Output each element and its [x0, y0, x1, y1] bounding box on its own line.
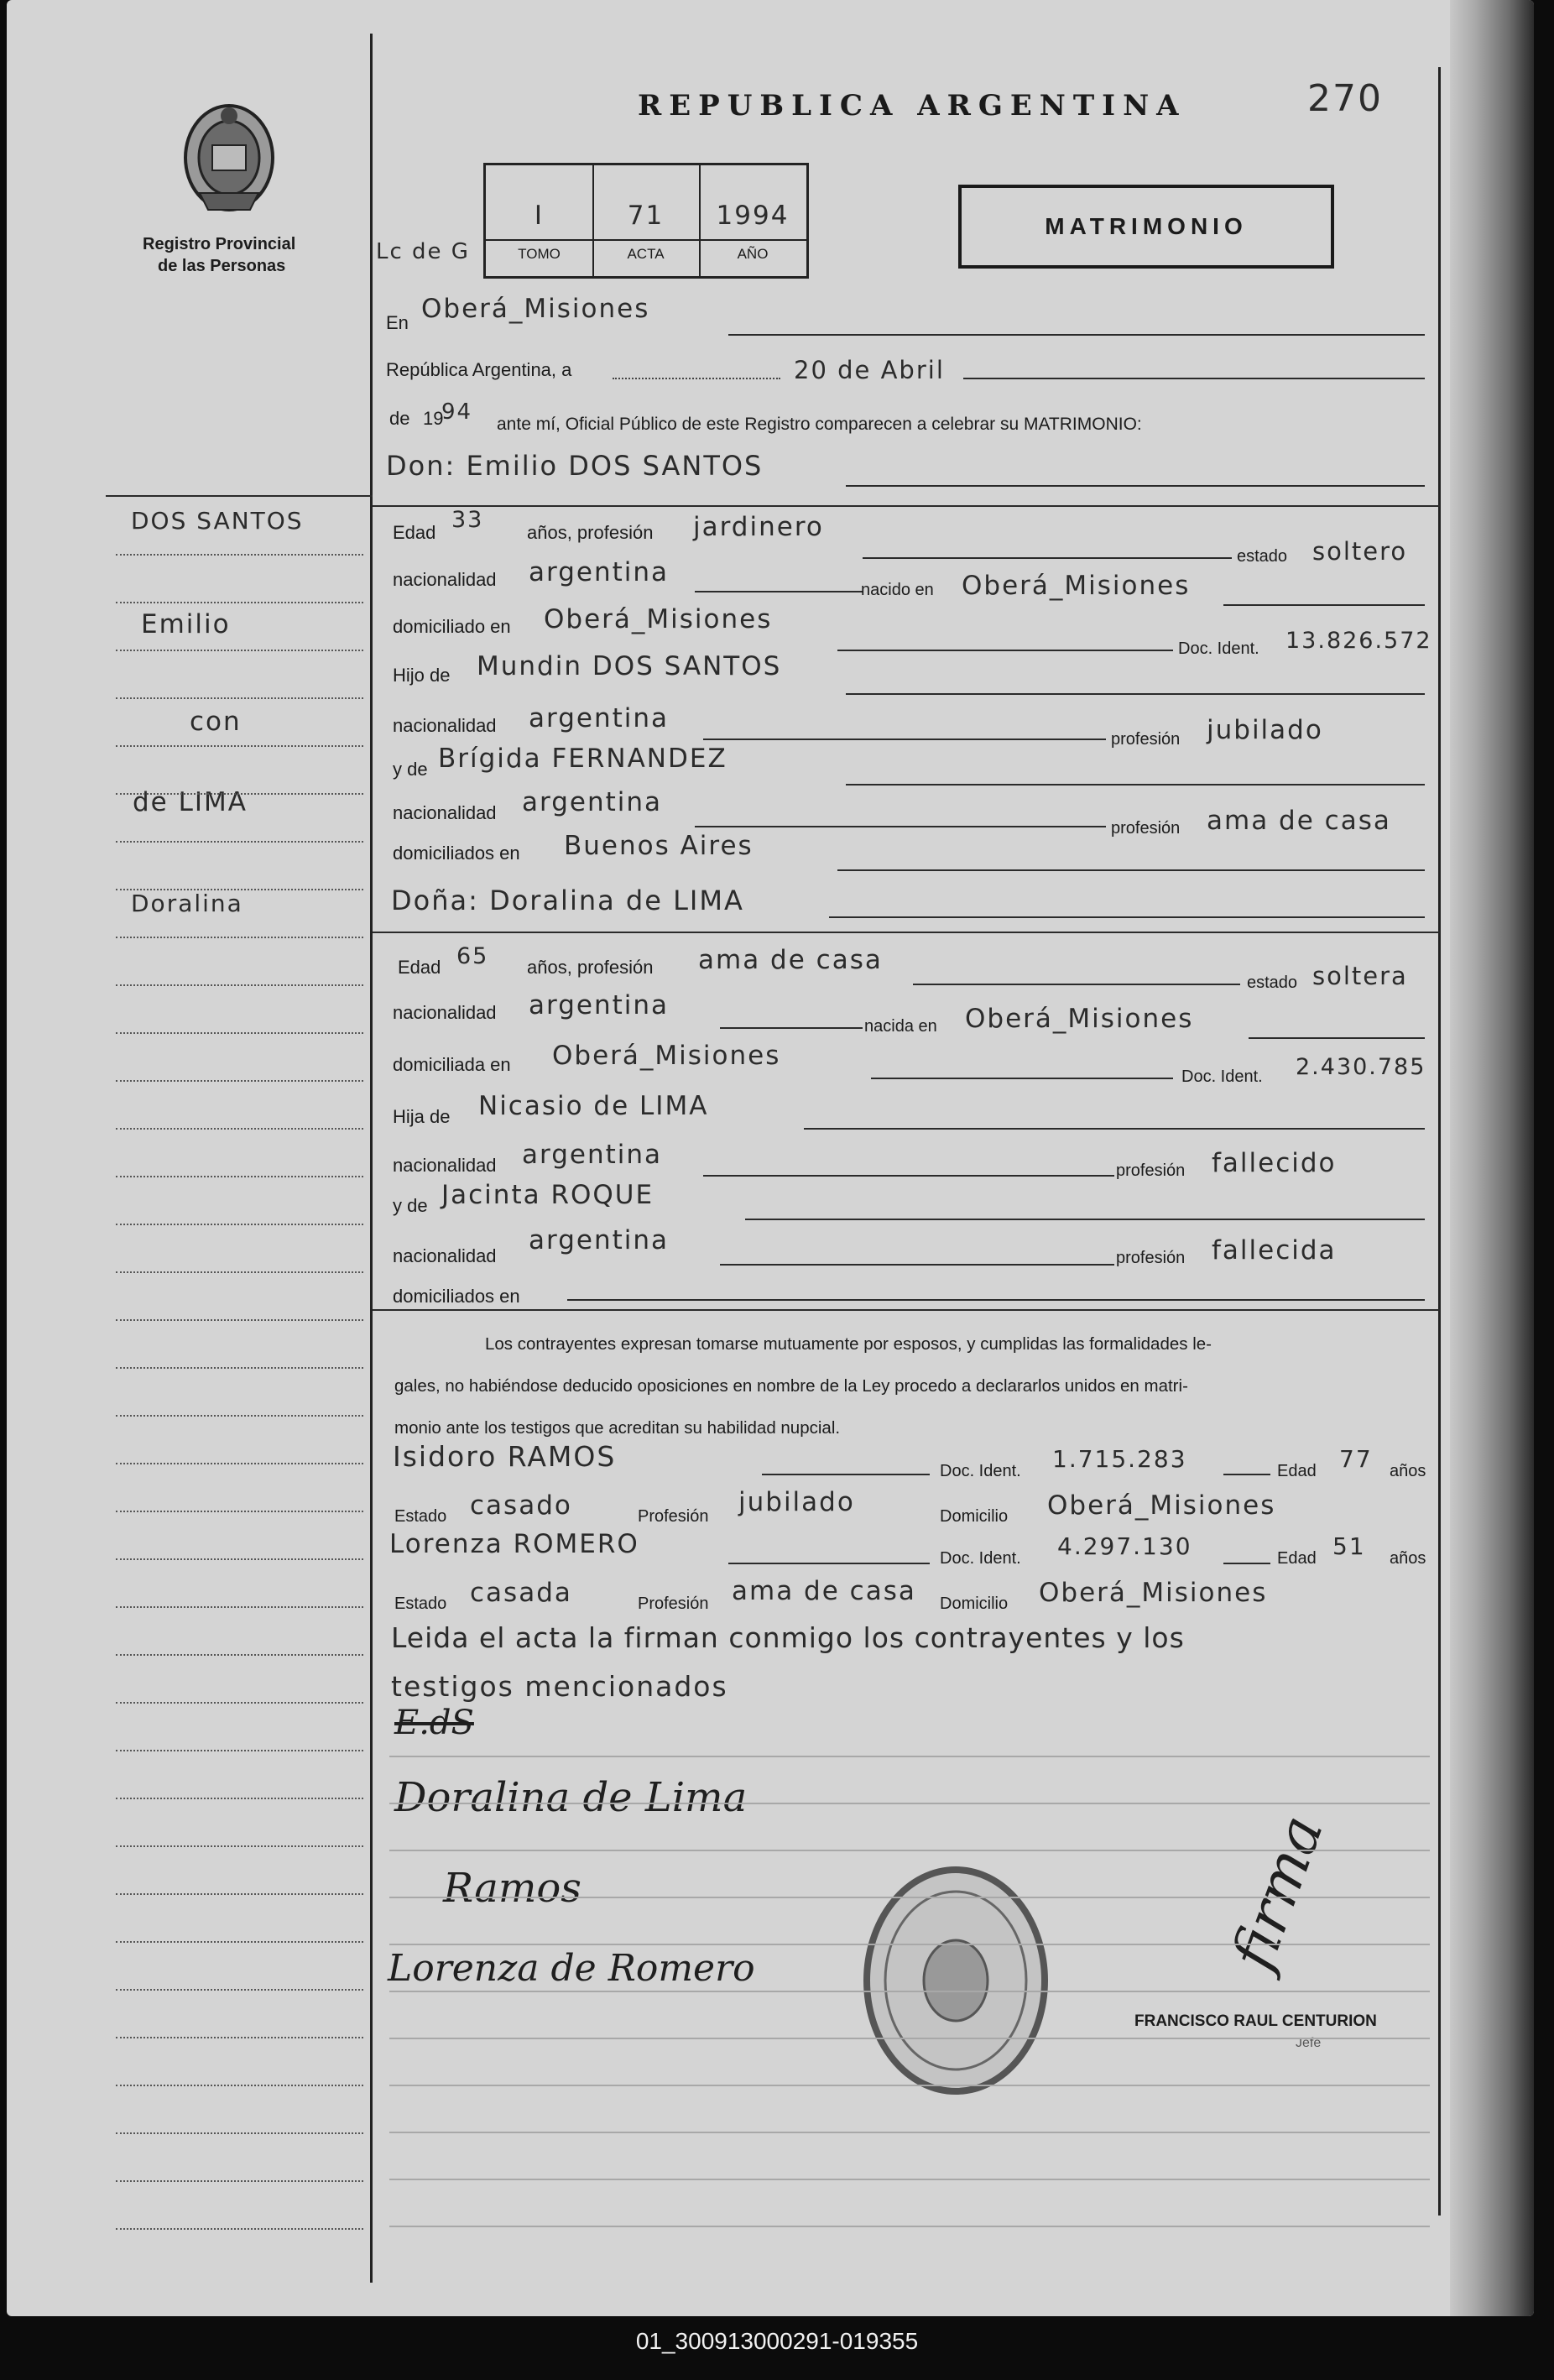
- groom-doc-label: Doc. Ident.: [1178, 639, 1259, 658]
- margin-connector: con: [190, 707, 242, 737]
- bride-domiciliada-label: domiciliada en: [393, 1054, 511, 1075]
- rule: [837, 650, 1173, 651]
- margin-ruled-line: [116, 1463, 363, 1464]
- bride-name-line: Doña: Doralina de LIMA: [391, 885, 744, 916]
- bride-edad-label: Edad: [398, 957, 441, 978]
- bride-mother: Jacinta ROQUE: [441, 1180, 654, 1210]
- rule: [567, 1299, 1425, 1301]
- margin-ruled-line: [116, 2180, 363, 2182]
- margin-ruled-line: [116, 1511, 363, 1512]
- rule: [846, 784, 1425, 786]
- groom-nacido-label: nacido en: [861, 581, 934, 599]
- main-ruled-line: [389, 2179, 1430, 2180]
- bride-mother-profession: fallecida: [1212, 1235, 1337, 1266]
- republica-label: República Argentina, a: [386, 359, 572, 380]
- acta-label: ACTA: [627, 246, 665, 262]
- declaration-section-rule: [373, 1309, 1440, 1311]
- witness2-edad-label: Edad: [1277, 1549, 1317, 1568]
- margin-ruled-line: [116, 1558, 363, 1560]
- margin-ruled-line: [116, 1845, 363, 1847]
- rule: [703, 1175, 1114, 1177]
- bride-nacida-label: nacida en: [864, 1017, 937, 1036]
- registry-name-line1: Registro Provincial: [143, 235, 296, 253]
- witness2-estado-label: Estado: [394, 1594, 447, 1613]
- groom-father-profession: jubilado: [1207, 715, 1323, 745]
- bride-father-prof-label: profesión: [1116, 1161, 1186, 1180]
- closing-line2: testigos mencionados: [391, 1670, 728, 1703]
- witness1-estado: casado: [470, 1490, 572, 1521]
- margin-ruled-line: [116, 1893, 363, 1895]
- rule: [728, 334, 1425, 336]
- ano-label: AÑO: [737, 246, 769, 262]
- bride-mother-prof-label: profesión: [1116, 1249, 1186, 1267]
- margin-ruled-line: [116, 1606, 363, 1608]
- declaration-line3: monio ante los testigos que acreditan su habilidad nupcial.: [394, 1418, 841, 1438]
- groom-name-line: Don: Emilio DOS SANTOS: [386, 450, 764, 482]
- witness1-profession: jubilado: [738, 1487, 855, 1517]
- coat-of-arms-icon: [175, 99, 284, 217]
- groom-domiciliado-label: domiciliado en: [393, 616, 511, 637]
- country-title: REPUBLICA ARGENTINA: [638, 89, 1186, 123]
- margin-ruled-line: [116, 554, 363, 556]
- margin-spouse-given-name: Doralina: [131, 890, 243, 917]
- folio-number: 270: [1307, 77, 1383, 120]
- groom-mother: Brígida FERNANDEZ: [438, 744, 727, 774]
- margin-ruled-line: [116, 1798, 363, 1799]
- margin-ruled-line: [116, 1654, 363, 1656]
- margin-ruled-line: [116, 1702, 363, 1704]
- bride-section-rule: [373, 932, 1440, 933]
- rule: [963, 378, 1425, 379]
- groom-doc: 13.826.572: [1285, 628, 1432, 654]
- groom-estado: soltero: [1312, 537, 1408, 566]
- groom-parents-domicile: Buenos Aires: [564, 831, 754, 861]
- groom-nacionalidad-label: nacionalidad: [393, 569, 497, 590]
- margin-column-rule: [370, 34, 373, 2283]
- groom-mother-nationality: argentina: [522, 787, 663, 817]
- intro-text: ante mí, Oficial Público de este Registro comparecen a celebrar su MATRIMONIO:: [497, 415, 1142, 434]
- margin-given-name: Emilio: [141, 609, 231, 639]
- marriage-place: Oberá_Misiones: [421, 294, 650, 324]
- bride-father-nac-label: nacionalidad: [393, 1155, 497, 1176]
- margin-ruled-line: [116, 841, 363, 843]
- rule: [1223, 1563, 1270, 1564]
- witness2-doc-label: Doc. Ident.: [940, 1549, 1021, 1568]
- rule: [745, 1219, 1425, 1220]
- main-ruled-line: [389, 1944, 1430, 1945]
- bride-nationality: argentina: [529, 990, 670, 1020]
- rule: [1249, 1037, 1425, 1039]
- bride-father-nationality: argentina: [522, 1140, 663, 1170]
- main-ruled-line: [389, 2038, 1430, 2039]
- main-ruled-line: [389, 2085, 1430, 2086]
- bride-domicile: Oberá_Misiones: [552, 1041, 781, 1071]
- bride-profession: ama de casa: [698, 945, 883, 975]
- tomo-label: TOMO: [518, 246, 561, 262]
- declaration-line2: gales, no habiéndose deducido oposiciones en nombre de la Ley procedo a declararlos unidos en matri-: [394, 1376, 1188, 1396]
- footer-image-id: 01_300913000291-019355: [635, 2328, 919, 2354]
- book-binding: [1450, 0, 1534, 2316]
- main-ruled-line: [389, 1897, 1430, 1898]
- groom-father: Mundin DOS SANTOS: [477, 651, 782, 681]
- margin-ruled-line: [116, 1176, 363, 1177]
- bride-hija-label: Hija de: [393, 1106, 451, 1127]
- groom-edad-label: Edad: [393, 522, 436, 543]
- rule: [1223, 604, 1425, 606]
- officer-stamp-title: Jefe: [1296, 2036, 1322, 2050]
- tomo-acta-ano-box: [483, 163, 809, 279]
- rule: [762, 1474, 930, 1475]
- witness2-domicilio-label: Domicilio: [940, 1594, 1009, 1613]
- witness2-domicile: Oberá_Misiones: [1039, 1578, 1268, 1608]
- margin-ruled-line: [116, 1750, 363, 1751]
- witness1-name: Isidoro RAMOS: [393, 1440, 617, 1473]
- groom-mother-profession: ama de casa: [1207, 806, 1391, 836]
- groom-nationality: argentina: [529, 557, 670, 587]
- rule: [728, 1563, 930, 1564]
- bride-signature: Doralina de Lima: [394, 1774, 748, 1821]
- closing-line1: Leida el acta la firman conmigo los contrayentes y los: [391, 1621, 1185, 1654]
- witness1-domicilio-label: Domicilio: [940, 1507, 1009, 1526]
- margin-ruled-line: [116, 937, 363, 938]
- acta-value: 71: [627, 201, 665, 231]
- bride-birthplace: Oberá_Misiones: [965, 1004, 1194, 1034]
- witness1-domicile: Oberá_Misiones: [1047, 1490, 1276, 1521]
- margin-ruled-line: [116, 1367, 363, 1369]
- margin-ruled-line: [116, 1941, 363, 1943]
- rule: [913, 984, 1240, 985]
- witness2-profesion-label: Profesión: [638, 1594, 709, 1613]
- declaration-line1: Los contrayentes expresan tomarse mutuamente por esposos, y cumplidas las formalidades le-: [485, 1334, 1212, 1354]
- groom-mother-nac-label: nacionalidad: [393, 802, 497, 823]
- act-type-box: [958, 185, 1334, 269]
- margin-ruled-line: [116, 2037, 363, 2038]
- groom-hijo-label: Hijo de: [393, 665, 451, 686]
- margin-ruled-line: [116, 745, 363, 747]
- margin-surname: DOS SANTOS: [131, 507, 304, 535]
- bride-father-profession: fallecido: [1212, 1148, 1337, 1178]
- bride-nacionalidad-label: nacionalidad: [393, 1002, 497, 1023]
- bride-father: Nicasio de LIMA: [478, 1091, 709, 1121]
- main-ruled-line: [389, 1991, 1430, 1992]
- marriage-year: 94: [441, 399, 473, 425]
- de-label: de: [389, 408, 410, 429]
- groom-estado-label: estado: [1237, 547, 1288, 566]
- margin-ruled-line: [116, 1080, 363, 1082]
- groom-father-nationality: argentina: [529, 703, 670, 733]
- groom-mother-prof-label: profesión: [1111, 819, 1181, 838]
- rule: [829, 916, 1425, 918]
- margin-ruled-line: [116, 2228, 363, 2230]
- bride-doc-label: Doc. Ident.: [1181, 1067, 1263, 1086]
- rule: [863, 557, 1232, 559]
- official-round-seal-icon: [859, 1863, 1052, 2098]
- main-ruled-line: [389, 1756, 1430, 1757]
- rule: [871, 1078, 1173, 1079]
- rule: [804, 1128, 1425, 1130]
- bride-mother-ydelabel: y de: [393, 1195, 428, 1216]
- rule: [1223, 1474, 1270, 1475]
- main-ruled-line: [389, 1803, 1430, 1804]
- bride-mother-nac-label: nacionalidad: [393, 1245, 497, 1266]
- margin-ruled-line: [116, 1319, 363, 1321]
- groom-parents-dom-label: domiciliados en: [393, 843, 520, 864]
- groom-father-nac-label: nacionalidad: [393, 715, 497, 736]
- rule: [695, 826, 1106, 827]
- witness2-doc: 4.297.130: [1057, 1532, 1192, 1560]
- act-type-label: MATRIMONIO: [1045, 213, 1248, 239]
- dotted-rule: [613, 378, 780, 379]
- officer-stamp-name: FRANCISCO RAUL CENTURION: [1134, 2012, 1377, 2030]
- groom-mother-ydelabel: y de: [393, 759, 428, 780]
- witness1-signature: Ramos: [443, 1865, 581, 1912]
- main-ruled-line: [389, 1850, 1430, 1851]
- margin-ruled-line: [116, 1032, 363, 1034]
- right-border-rule: [1438, 67, 1441, 2216]
- en-label: En: [386, 312, 409, 333]
- margin-ruled-line: [116, 793, 363, 795]
- witness2-anos-label: años: [1390, 1549, 1426, 1568]
- margin-ruled-line: [116, 889, 363, 890]
- groom-signature: E.dS: [394, 1704, 474, 1742]
- groom-section-rule: [373, 505, 1440, 507]
- groom-age: 33: [451, 507, 484, 533]
- rule: [837, 869, 1425, 871]
- groom-birthplace: Oberá_Misiones: [962, 571, 1191, 601]
- rule: [846, 693, 1425, 695]
- margin-ruled-line: [116, 1128, 363, 1130]
- witness1-age: 77: [1339, 1445, 1373, 1473]
- groom-profession: jardinero: [693, 512, 824, 542]
- margin-ruled-line: [116, 602, 363, 603]
- book-code: Lc de G: [376, 239, 470, 264]
- witness1-doc-label: Doc. Ident.: [940, 1462, 1021, 1480]
- witness2-age: 51: [1332, 1532, 1366, 1560]
- bride-profesion-label: años, profesión: [527, 957, 654, 978]
- marriage-day-month: 20 de Abril: [794, 356, 945, 384]
- witness1-profesion-label: Profesión: [638, 1507, 709, 1526]
- witness2-name: Lorenza ROMERO: [389, 1529, 639, 1559]
- bride-mother-nationality: argentina: [529, 1225, 670, 1255]
- margin-ruled-line: [116, 1989, 363, 1991]
- margin-spouse-surname: de LIMA: [133, 787, 248, 817]
- bride-estado: soltera: [1312, 962, 1408, 990]
- witness1-anos-label: años: [1390, 1462, 1426, 1480]
- witness2-signature: Lorenza de Romero: [388, 1947, 755, 1990]
- groom-profesion-label: años, profesión: [527, 522, 654, 543]
- margin-ruled-line: [116, 2085, 363, 2086]
- rule: [720, 1027, 863, 1029]
- margin-ruled-line: [116, 1415, 363, 1417]
- register-page: [7, 0, 1534, 2316]
- witness2-profession: ama de casa: [732, 1576, 916, 1606]
- groom-father-prof-label: profesión: [1111, 730, 1181, 749]
- rule: [695, 591, 863, 592]
- bride-age: 65: [456, 943, 489, 969]
- margin-ruled-line: [116, 1271, 363, 1273]
- main-ruled-line: [389, 2132, 1430, 2133]
- bride-estado-label: estado: [1247, 973, 1298, 992]
- bride-doc: 2.430.785: [1296, 1054, 1426, 1080]
- margin-ruled-line: [116, 1224, 363, 1225]
- rule: [846, 485, 1425, 487]
- bride-parents-dom-label: domiciliados en: [393, 1286, 520, 1307]
- main-ruled-line: [389, 2226, 1430, 2227]
- witness2-estado: casada: [470, 1578, 572, 1608]
- officer-signature: firma: [1218, 1806, 1337, 1979]
- margin-top-rule: [106, 495, 373, 497]
- ano-value: 1994: [716, 201, 790, 231]
- witness1-edad-label: Edad: [1277, 1462, 1317, 1480]
- rule: [703, 739, 1106, 740]
- year-prefix: 19: [423, 408, 444, 429]
- registry-name-line2: de las Personas: [158, 257, 286, 275]
- witness1-doc: 1.715.283: [1052, 1445, 1187, 1473]
- witness1-estado-label: Estado: [394, 1507, 447, 1526]
- margin-ruled-line: [116, 697, 363, 699]
- groom-domicile: Oberá_Misiones: [544, 604, 773, 634]
- margin-ruled-line: [116, 2132, 363, 2134]
- margin-ruled-line: [116, 984, 363, 986]
- margin-ruled-line: [116, 650, 363, 651]
- rule: [720, 1264, 1114, 1266]
- tomo-value: I: [534, 201, 545, 231]
